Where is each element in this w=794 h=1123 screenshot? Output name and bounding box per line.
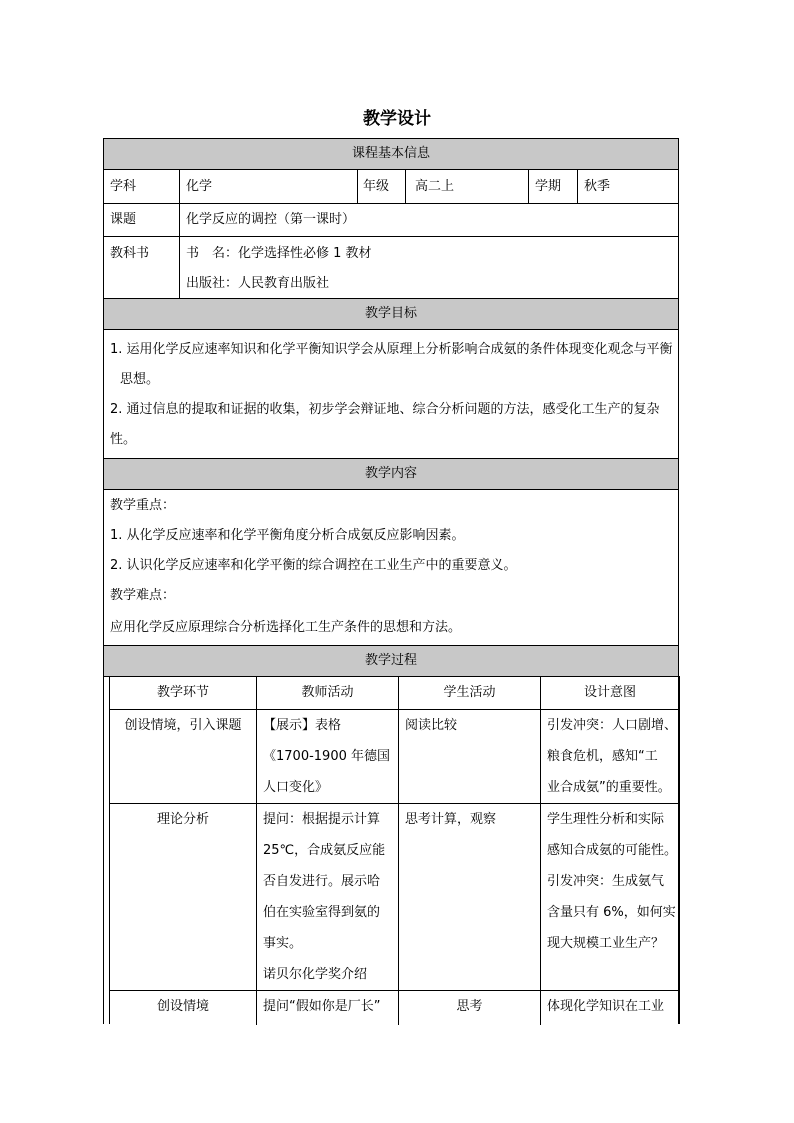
goal-item-2 — [110, 395, 678, 455]
student-row-1: 阅读比较 — [405, 718, 458, 733]
grade-label: 年级 — [363, 179, 390, 194]
teacher-row-2 — [263, 804, 385, 990]
teacher-row-2-line-5: 事实。 — [263, 936, 303, 951]
section-header-content: 教学内容 — [104, 458, 678, 490]
difficulty-text: 应用化学反应原理综合分析选择化工生产条件的思想和方法。 — [110, 620, 462, 635]
teacher-row-1-line-2: 《1700-1900 年德国 — [263, 749, 390, 764]
process-table — [109, 676, 680, 1024]
student-row-2: 思考计算，观察 — [405, 812, 497, 827]
teacher-row-2-line-6: 诺贝尔化学奖介绍 — [263, 967, 368, 982]
teacher-row-3: 提问“假如你是厂长” — [263, 999, 381, 1014]
intent-row-2-line-1: 学生理性分析和实际 — [547, 812, 665, 827]
subject-label: 学科 — [110, 179, 137, 194]
page-title: 教学设计 — [363, 109, 431, 129]
intent-row-3: 体现化学知识在工业 — [547, 999, 665, 1014]
key-point-2: 2. 认识化学反应速率和化学平衡的综合调控在工业生产中的重要意义。 — [110, 558, 517, 573]
topic-label: 课题 — [110, 212, 137, 227]
goal-item-2-text: 2. 通过信息的提取和证据的收集，初步学会辩证地、综合分析问题的方法，感受化工生产的复杂性。 — [110, 402, 660, 447]
grade-value: 高二上 — [415, 179, 455, 194]
teacher-row-2-line-1: 提问：根据提示计算 — [263, 812, 381, 827]
section-header-basic-info: 课程基本信息 — [104, 139, 678, 170]
textbook-name: 书 名：化学选择性必修 1 教材 — [186, 246, 372, 261]
intent-row-2-line-2: 感知合成氨的可能性。 — [547, 843, 678, 858]
teacher-row-2-line-3: 否自发进行。展示哈 — [263, 874, 381, 889]
intent-row-1-line-3: 业合成氨”的重要性。 — [547, 780, 671, 795]
lesson-plan-table — [103, 138, 679, 1024]
topic-value: 化学反应的调控（第一课时） — [186, 212, 356, 227]
teacher-row-1 — [263, 710, 390, 803]
column-header-student: 学生活动 — [443, 685, 496, 700]
stage-row-3: 创设情境 — [156, 999, 209, 1014]
column-header-intent: 设计意图 — [583, 685, 636, 700]
intent-row-1-line-1: 引发冲突：人口剧增、 — [547, 718, 678, 733]
teacher-row-2-line-4: 伯在实验室得到氨的 — [263, 905, 381, 920]
intent-row-2-line-3: 引发冲突：生成氨气 — [547, 874, 665, 889]
teacher-row-2-line-2: 25℃，合成氨反应能 — [263, 843, 386, 858]
column-header-stage: 教学环节 — [156, 685, 209, 700]
term-label: 学期 — [535, 179, 562, 194]
term-value: 秋季 — [584, 179, 611, 194]
student-row-3: 思考 — [456, 999, 483, 1014]
teacher-row-1-line-3: 人口变化》 — [263, 780, 329, 795]
section-header-goals: 教学目标 — [104, 299, 678, 330]
column-header-teacher: 教师活动 — [301, 685, 354, 700]
intent-row-2-line-5: 现大规模工业生产？ — [547, 936, 665, 951]
stage-row-2: 理论分析 — [156, 812, 209, 827]
textbook-publisher: 出版社：人民教育出版社 — [186, 276, 330, 291]
teacher-row-1-line-1: 【展示】表格 — [263, 718, 342, 733]
textbook-label: 教科书 — [110, 246, 150, 261]
stage-row-1: 创设情境，引入课题 — [124, 718, 242, 733]
intent-row-2 — [547, 804, 677, 959]
intent-row-2-line-4: 含量只有 6%，如何实 — [547, 905, 676, 920]
section-header-process: 教学过程 — [104, 645, 678, 677]
key-points-label: 教学重点： — [110, 498, 176, 513]
intent-row-1-line-2: 粮食危机，感知“工 — [547, 749, 658, 764]
difficulty-label: 教学难点： — [110, 588, 176, 603]
goal-item-1-text: 1. 运用化学反应速率知识和化学平衡知识学会从原理上分析影响合成氨的条件体现变化观念与平衡思想。 — [110, 342, 673, 387]
subject-value: 化学 — [186, 179, 213, 194]
key-point-1: 1. 从化学反应速率和化学平衡角度分析合成氨反应影响因素。 — [110, 528, 465, 543]
intent-row-1 — [547, 710, 677, 803]
